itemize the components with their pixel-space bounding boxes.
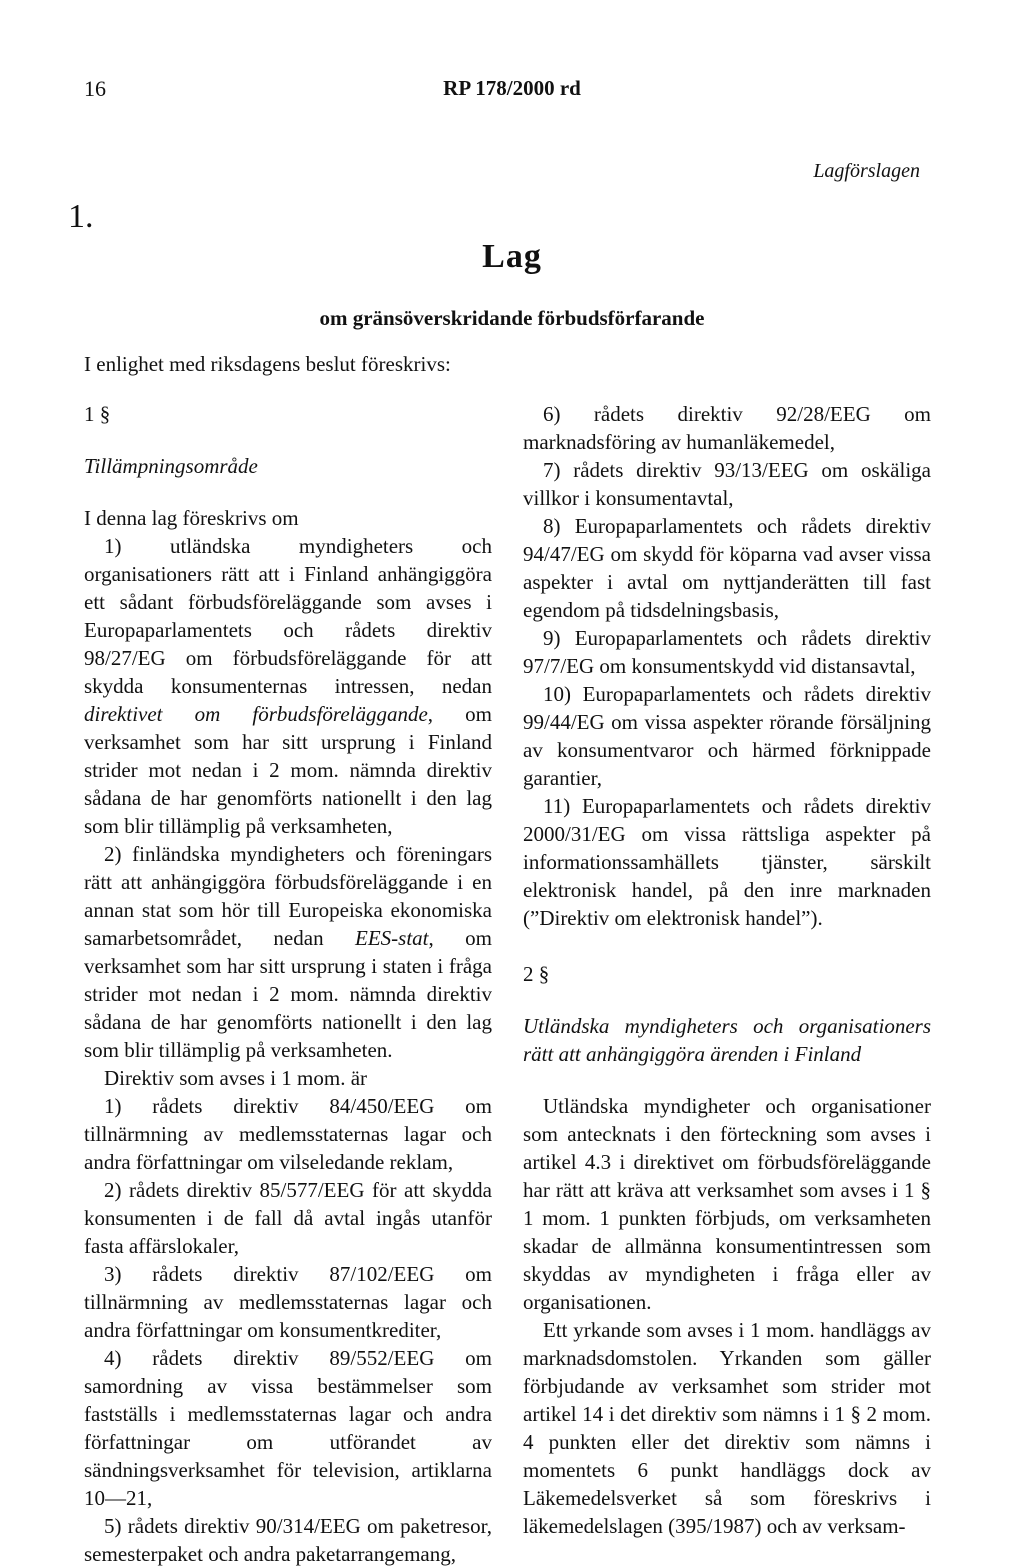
left-column xyxy=(84,400,492,1568)
right-column xyxy=(523,400,931,1540)
enacting-clause: I enlighet med riksdagens beslut föreskrivs: xyxy=(84,352,451,376)
running-title: RP 178/2000 rd xyxy=(443,76,581,100)
section-2-paragraph-2: Ett yrkande som avses i 1 mom. handläggs av marknadsdomstolen. Yrkanden som gäller förbjudande av verksamhet som strider mot artikel 14 i det direktiv som nämns i 1 § 2 mom. 4 punkten eller det direktiv som nämns i momentets 6 punkt handläggs dock av Läkemedelsverket så som föreskrivs i läkemedelslagen (395/1987) och av verksam- xyxy=(523,1318,931,1538)
section-1-item-2: 2) finländska myndigheters och föreningars rätt att anhängiggöra förbudsföreläggande i en annan stat som hör till Europeiska ekonomiska samarbetsområdet, nedan EES-stat, om verksamhet som har sitt ursprung i staten i fråga strider mot nedan i 2 mom. nämnda direktiv sådana de har genomförts nationellt i den lag som blir tillämplig på verksamheten. xyxy=(84,842,492,1062)
directive-item: 11) Europaparlamentets och rådets direktiv 2000/31/EG om vissa rättsliga aspekter på informationssamhällets tjänster, särskilt elektronisk handel, på den inre marknaden (”Direktiv om elektronisk handel”). xyxy=(523,794,931,930)
directive-item: 9) Europaparlamentets och rådets direktiv 97/7/EG om konsumentskydd vid distansavtal, xyxy=(523,626,931,678)
section-1-number: 1 § xyxy=(84,402,111,426)
directive-item: 2) rådets direktiv 85/577/EEG för att skydda konsumenten i de fall då avtal ingås utanför fasta affärslokaler, xyxy=(84,1178,492,1258)
section-1-heading: Tillämpningsområde xyxy=(84,454,258,478)
directive-item: 10) Europaparlamentets och rådets direktiv 99/44/EG om vissa aspekter rörande försäljning av konsumentvaror och härmed förknippade garantier, xyxy=(523,682,931,790)
law-subtitle: om gränsöverskridande förbudsförfarande xyxy=(319,306,705,330)
directive-item: 6) rådets direktiv 92/28/EEG om marknadsföring av humanläkemedel, xyxy=(523,402,931,454)
directive-item: 7) rådets direktiv 93/13/EEG om oskäliga villkor i konsumentavtal, xyxy=(523,458,931,510)
law-number: 1. xyxy=(68,198,94,235)
section-2-paragraph-1: Utländska myndigheter och organisationer som antecknats i den förteckning som avses i artikel 4.3 i direktivet om förbudsföreläggande har rätt att kräva att verksamhet som avses i 1 § 1 mom. 1 punkten förbjuds, om verksamheten skadar de allmänna konsumentintressen som skyddas av myndigheten i fråga eller av organisationen. xyxy=(523,1094,931,1314)
directive-item: 3) rådets direktiv 87/102/EEG om tillnärmning av medlemsstaternas lagar och andra författningar om konsumentkrediter, xyxy=(84,1262,492,1342)
defined-term: EES-stat xyxy=(355,926,429,950)
directive-item: 4) rådets direktiv 89/552/EEG om samordning av vissa bestämmelser som fastställs i medlemsstaternas lagar och andra författningar om utförandet av sändningsverksamhet för television, artiklarna 10—21, xyxy=(84,1346,492,1510)
page-number: 16 xyxy=(84,76,106,101)
directives-intro: Direktiv som avses i 1 mom. är xyxy=(104,1066,368,1090)
section-2-number: 2 § xyxy=(523,962,550,986)
section-1-item-1: 1) utländska myndigheters och organisationers rätt att i Finland anhängiggöra ett sådant förbudsföreläggande som avses i Europaparlamentets och rådets direktiv 98/27/EG om förbudsföreläggande för att skydda konsumenternas intressen, nedan direktivet om förbudsföreläggande, om verksamhet som har sitt ursprung i Finland strider mot nedan i 2 mom. nämnda direktiv sådana de har genomförts nationellt i den lag som blir tillämplig på verksamheten, xyxy=(84,534,492,838)
defined-term: direktivet om förbudsföreläggande xyxy=(84,702,428,726)
directive-item: 5) rådets direktiv 90/314/EEG om paketresor, semesterpaket och andra paketarrangemang, xyxy=(84,1514,492,1566)
section-1-intro: I denna lag föreskrivs om xyxy=(84,506,299,530)
directive-item: 1) rådets direktiv 84/450/EEG om tillnärmning av medlemsstaternas lagar och andra författningar om vilseledande reklam, xyxy=(84,1094,492,1174)
law-title: Lag xyxy=(482,238,542,275)
directive-item: 8) Europaparlamentets och rådets direktiv 94/47/EG om skydd för köparna vad avser vissa aspekter i avtal om nyttjanderätten till fast egendom på tidsdelningsbasis, xyxy=(523,514,931,622)
section-2-heading: Utländska myndigheters och organisationers rätt att anhängiggöra ärenden i Finland xyxy=(523,1014,931,1066)
section-label: Lagförslagen xyxy=(813,160,920,182)
